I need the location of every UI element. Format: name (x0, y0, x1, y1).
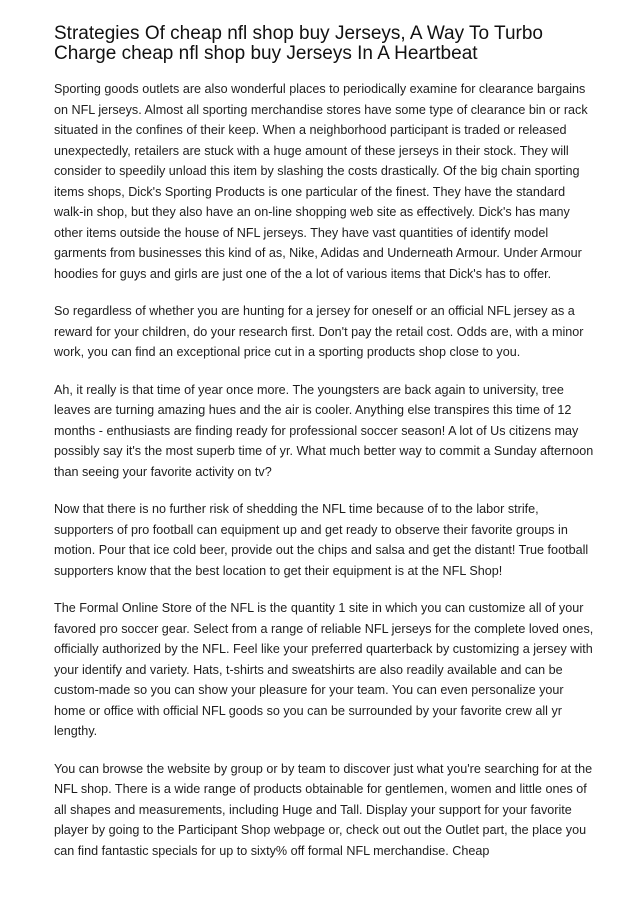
document-page (54, 24, 594, 878)
paragraph-3: Ah, it really is that time of year once more. The youngsters are back again to university, tree leaves are turning amazing hues and the air is cooler. Anything else transpires this time of 12 months - enthusiasts are finding ready for professional soccer season! A lot of Us citizens may possibly say it's the most superb time of yr. What much better way to commit a Sunday afternoon than seeing your favorite activity on tv? (54, 382, 594, 479)
paragraph-2: So regardless of whether you are hunting for a jersey for oneself or an official NFL jersey as a reward for your children, do your research first. Don't pay the retail cost. Odds are, with a minor work, you can find an exceptional price cut in a sporting products shop close to you. (54, 304, 584, 359)
paragraph-4: Now that there is no further risk of shedding the NFL time because of to the labor strife, supporters of pro football can equipment up and get ready to observe their favorite groups in motion. Pour that ice cold beer, provide out the chips and salsa and get the distant! True football supporters know that the best location to get their equipment is at the NFL Shop! (54, 502, 589, 578)
paragraph-5: The Formal Online Store of the NFL is the quantity 1 site in which you can customize all of your favored pro soccer gear. Select from a range of reliable NFL jerseys for the complete loved ones, officially authorized by the NFL. Feel like your preferred quarterback by customizing a jersey with your identify and variety. Hats, t-shirts and sweatshirts are also readily available and can be custom-made so you can show your pleasure for your team. You can even personalize your home or office with official NFL goods so you can be surrounded by your favorite crew all yr lengthy. (54, 601, 594, 738)
paragraph-1: Sporting goods outlets are also wonderful places to periodically examine for clearance bargains on NFL jerseys. Almost all sporting merchandise stores have some type of clearance bin or rack situated in the confines of their keep. When a neighborhood participant is traded or released unexpectedly, retailers are stuck with a huge amount of these jerseys in their stock. They will consider to speedily unload this item by slashing the costs drastically. Of the big chain sporting items shops, Dick's Sporting Products is one particular of the finest. They have the standard walk-in shop, but they also have an on-line shopping web site as effectively. Dick's has many other items outside the house of NFL jerseys. They have vast quantities of identify model garments from businesses this kind of as, Nike, Adidas and Underneath Armour. Under Armour hoodies for guys and girls are just one of the a lot of various items that Dick's has to offer. (54, 82, 588, 281)
document-body (54, 79, 594, 861)
document-title: Strategies Of cheap nfl shop buy Jerseys, A Way To Turbo Charge cheap nfl shop buy Jerseys In A Heartbeat (54, 23, 543, 64)
paragraph-6: You can browse the website by group or by team to discover just what you're searching for at the NFL shop. There is a wide range of products obtainable for gentlemen, women and little ones of all shapes and measurements, including Huge and Tall. Display your support for your favorite player by going to the Participant Shop webpage or, check out out the Outlet part, the place you can find fantastic specials for up to sixty% off formal NFL merchandise. Cheap (54, 761, 593, 858)
